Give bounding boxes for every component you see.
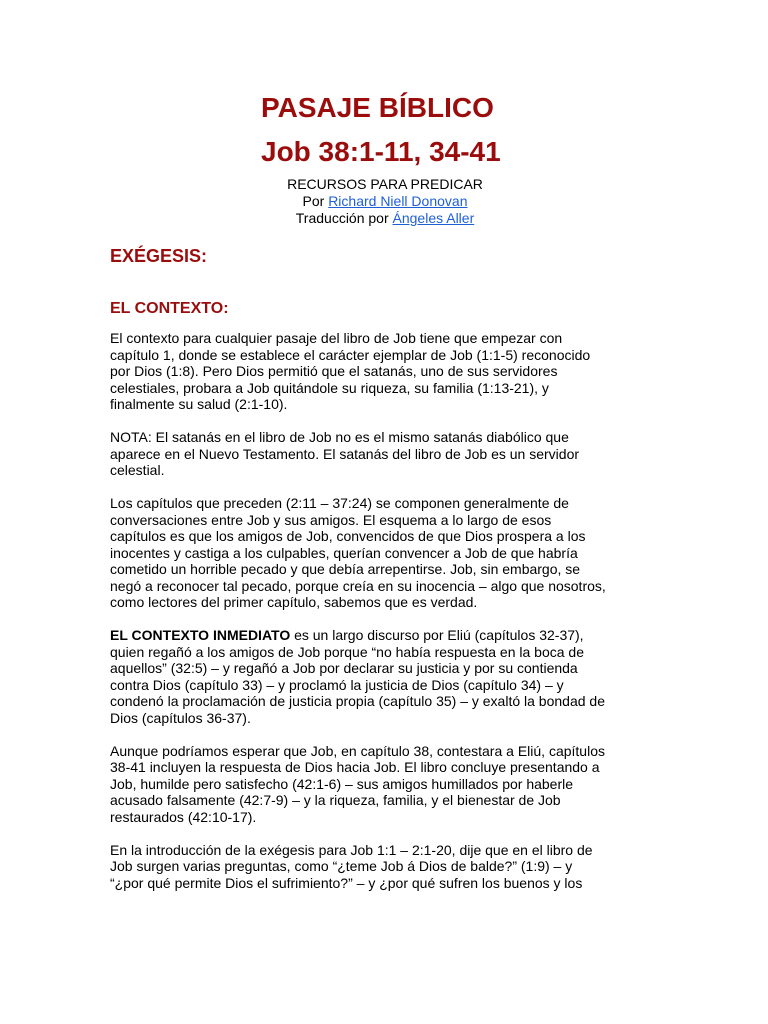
text-line: Aunque podríamos esperar que Job, en capítulo 38, contestara a Eliú, capítulos	[110, 742, 605, 759]
credits	[0, 176, 768, 227]
paragraph-preceding-chapters	[110, 495, 658, 611]
text-line: restaurados (42:10-17).	[110, 808, 257, 825]
translator-link[interactable]: Ángeles Aller	[392, 210, 475, 226]
text-line: El contexto para cualquier pasaje del libro de Job tiene que empezar con	[110, 330, 563, 346]
text-line	[110, 627, 658, 644]
page-title: PASAJE BÍBLICO	[261, 92, 494, 123]
text-line: cometido un horrible pecado y que debía arrepentirse. Job, sin embargo, se	[110, 561, 581, 577]
text-line: “¿por qué permite Dios el sufrimiento?” – y ¿por qué sufren los buenos y los	[110, 874, 583, 891]
text-line: En la introducción de la exégesis para Job 1:1 – 2:1-20, dije que en el libro de	[110, 841, 593, 858]
text-line: aquellos” (32:5) – y regañó a Job por declarar su justicia y por su contienda	[110, 660, 578, 676]
text-line: finalmente su salud (2:1-10).	[110, 396, 288, 412]
paragraph-gods-answer	[110, 743, 658, 826]
text-line: como lectores del primer capítulo, sabemos que es verdad.	[110, 594, 478, 610]
exegesis-heading: EXÉGESIS:	[110, 246, 208, 266]
text-line: inocentes y castiga a los culpables, querían convencer a Job de que habría	[110, 544, 578, 561]
text-line: condenó la proclamación de justicia propia (capítulo 35) – y exaltó la bondad de	[110, 693, 605, 709]
translator-prefix: Traducción por	[295, 210, 393, 226]
context-heading: EL CONTEXTO:	[110, 300, 229, 317]
text-line: 38-41 incluyen la respuesta de Dios hacia Job. El libro concluye presentando a	[110, 759, 600, 775]
text-line: aparece en el Nuevo Testamento. El satanás del libro de Job es un servidor	[110, 445, 580, 462]
title-block	[0, 86, 768, 174]
resources-label: RECURSOS PARA PREDICAR	[287, 176, 483, 192]
paragraph-note	[110, 429, 658, 479]
text-line: celestiales, probara a Job quitándole su riqueza, su familia (1:13-21), y	[110, 379, 549, 396]
text-line: contra Dios (capítulo 33) – y proclamó la justicia de Dios (capítulo 34) – y	[110, 676, 564, 693]
text-line: conversaciones entre Job y sus amigos. El esquema a lo largo de esos	[110, 511, 552, 528]
paragraph-introduction	[110, 842, 658, 892]
text-line: capítulo 1, donde se establece el carácter ejemplar de Job (1:1-5) reconocido	[110, 346, 591, 363]
text-line: Los capítulos que preceden (2:11 – 37:24) se componen generalmente de	[110, 495, 569, 511]
text-line: por Dios (1:8). Pero Dios permitió que el satanás, uno de sus servidores	[110, 363, 558, 379]
text-line-rest: es un largo discurso por Eliú (capítulos 32-37),	[290, 627, 584, 643]
immediate-context-label: EL CONTEXTO INMEDIATO	[110, 627, 291, 643]
text-line: capítulos es que los amigos de Job, convencidos de que Dios prospera a los	[110, 528, 586, 544]
text-line: Dios (capítulos 36-37).	[110, 709, 251, 726]
body-text	[110, 330, 658, 908]
text-line: Job, humilde pero satisfecho (42:1-6) – sus amigos humillados por haberle	[110, 775, 574, 792]
author-line	[0, 193, 768, 210]
text-line: NOTA: El satanás en el libro de Job no es el mismo satanás diabólico que	[110, 429, 569, 445]
text-line: quien regañó a los amigos de Job porque “no había respuesta en la boca de	[110, 643, 585, 660]
paragraph-immediate-context	[110, 627, 658, 726]
passage-reference: Job 38:1-11, 34-41	[261, 136, 501, 167]
text-line: acusado falsamente (42:7-9) – y la riqueza, familia, y el bienestar de Job	[110, 792, 561, 808]
text-line: negó a reconocer tal pecado, porque creía en su inocencia – algo que nosotros,	[110, 577, 606, 594]
text-line: Job surgen varias preguntas, como “¿teme Job á Dios de balde?” (1:9) – y	[110, 858, 573, 874]
author-prefix: Por	[302, 193, 329, 209]
author-link[interactable]: Richard Niell Donovan	[328, 193, 468, 209]
text-line: celestial.	[110, 462, 165, 478]
paragraph-context	[110, 330, 658, 413]
translator-line	[0, 210, 768, 227]
